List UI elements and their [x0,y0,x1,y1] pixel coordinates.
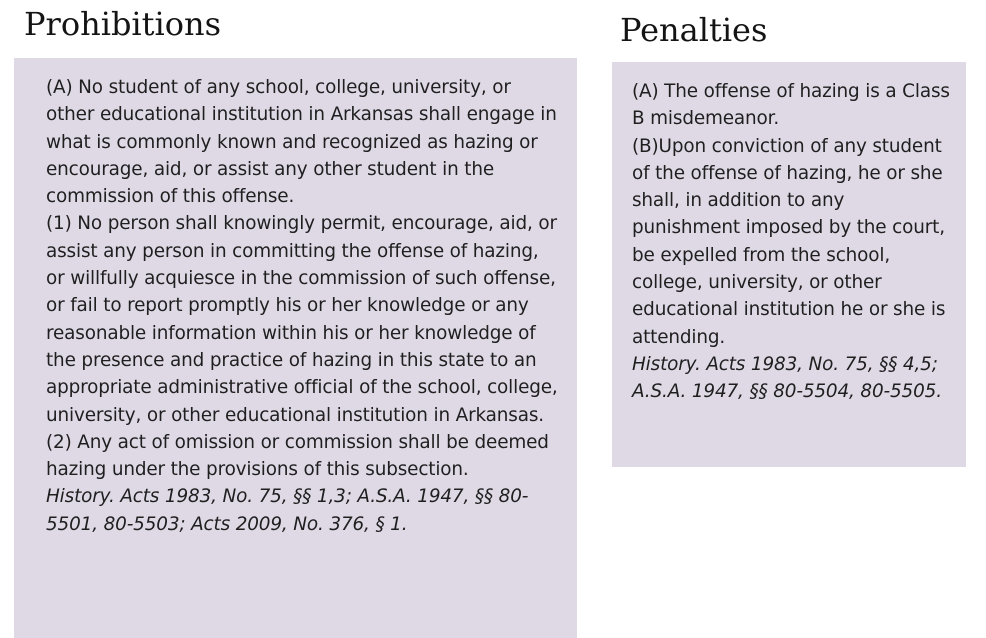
penalties-paragraph-a: (A) The offense of hazing is a Class B misdemeanor. [632,81,950,130]
penalties-history: History. Acts 1983, No. 75, §§ 4,5; A.S.A. 1947, §§ 80-5504, 80-5505. [632,353,942,403]
prohibitions-panel [14,58,577,638]
penalties-panel [612,62,966,467]
penalties-heading: Penalties [620,11,768,49]
prohibitions-paragraph-1: (1) No person shall knowingly permit, encourage, aid, or assist any person in committing the offense of hazing, or willfully acquiesce in the commission of such offense, or fail to report promptly his or her knowledge or any reasonable information within his or her knowledge of the presence and practice of hazing in this state to an appropriate administrative official of the school, college, university, or other educational institution in Arkansas. [46,213,558,426]
prohibitions-paragraph-a: (A) No student of any school, college, university, or other educational institution in Arkansas shall engage in what is commonly known and recognized as hazing or encourage, aid, or assist any other student in the commission of this offense. [46,77,557,208]
prohibitions-heading: Prohibitions [24,5,222,43]
prohibitions-paragraph-2: (2) Any act of omission or commission shall be deemed hazing under the provisions of this subsection. [46,431,549,481]
prohibitions-history: History. Acts 1983, No. 75, §§ 1,3; A.S.A. 1947, §§ 80-5501, 80-5503; Acts 2009, No. 376, § 1. [46,486,529,535]
penalties-paragraph-b: (B)Upon conviction of any student of the offense of hazing, he or she shall, in addition to any punishment imposed by the court, be expelled from the school, college, university, or other educational institution he or she is attending. [632,135,946,348]
